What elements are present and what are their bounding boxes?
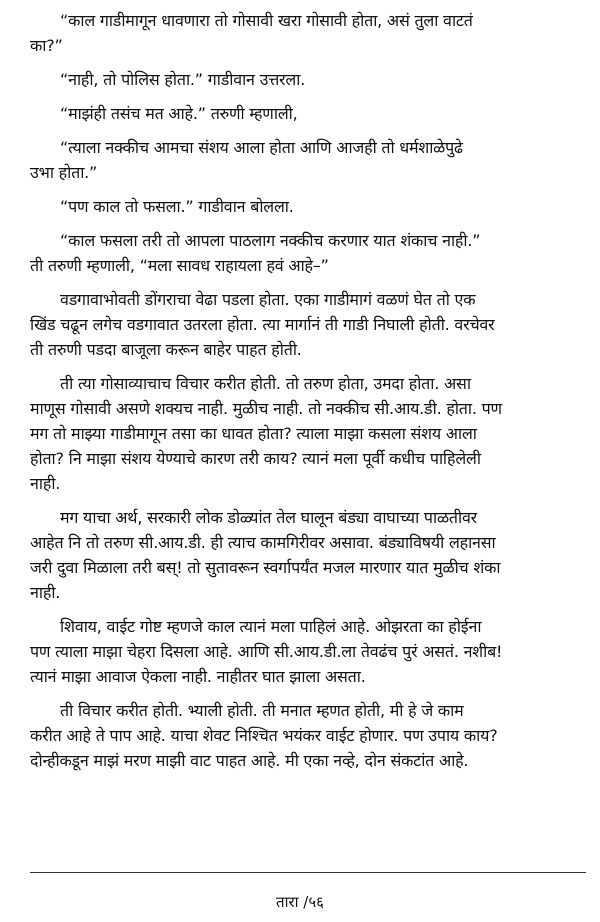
text-line: जरी दुवा मिळाला तरी बस्! तो सुतावरून स्वर्गापर्यंत मजल मारणार यात मुळीच शंका — [30, 558, 501, 577]
text-line: “त्याला नक्कीच आमचा संशय आला होता आणि आजही तो धर्मशाळेपुढे — [60, 138, 463, 157]
text-line: शिवाय, वाईट गोष्ट म्हणजे काल त्यानं मला पाहिलं आहे. ओझरता का होईना — [60, 617, 482, 636]
text-line: मग याचा अर्थ, सरकारी लोक डोळ्यांत तेल घालून बंड्या वाघाच्या पाळतीवर — [60, 508, 478, 527]
text-line: होता? नि माझा संशय येण्याचे कारण तरी काय? त्यानं मला पूर्वी कधीच पाहिलेली — [30, 449, 481, 468]
text-line: दोन्हीकडून माझं मरण माझी वाट पाहत आहे. मी एका नव्हे, दोन संकटांत आहे. — [30, 751, 469, 770]
text-line: वडगावाभोवती डोंगराचा वेढा पडला होता. एका गाडीमागं वळणं घेत तो एक — [60, 290, 476, 309]
text-line: ती त्या गोसाव्याचाच विचार करीत होती. तो तरुण होता, उमदा होता. असा — [60, 374, 471, 393]
text-line: खिंड चढून लगेच वडगावात उतरला होता. त्या मार्गानं ती गाडी निघाली होती. वरचेवर — [30, 315, 495, 334]
footer-divider — [30, 872, 586, 873]
text-line: ती तरुणी म्हणाली, “मला सावध राहायला हवं आहे–” — [30, 256, 329, 275]
text-line: त्यानं माझा आवाज ऐकला नाही. नाहीतर घात झाला असता. — [30, 667, 366, 686]
text-line: “नाही, तो पोलिस होता.” गाडीवान उत्तरला. — [60, 70, 306, 89]
text-line: पण त्याला माझा चेहरा दिसला आहे. आणि सी.आय.डी.ला तेवढंच पुरं असतं. नशीब! — [30, 642, 503, 661]
text-line: “माझंही तसंच मत आहे.” तरुणी म्हणाली, — [60, 104, 298, 123]
text-line: आहेत नि तो तरुण सी.आय.डी. ही त्याच कामगिरीवर असावा. बंड्याविषयी लहानसा — [30, 533, 496, 552]
text-line: मग तो माझ्या गाडीमागून तसा का धावत होता? त्याला माझा कसला संशय आला — [30, 424, 477, 443]
page-number: तारा /५६ — [276, 893, 324, 911]
page-body — [30, 8, 586, 773]
text-line: उभा होता.” — [30, 163, 98, 182]
text-line: करीत आहे ते पाप आहे. याचा शेवट निश्चित भयंकर वाईट होणार. पण उपाय काय? — [30, 726, 498, 745]
text-line: “पण काल तो फसला.” गाडीवान बोलला. — [60, 197, 294, 216]
text-line: ती विचार करीत होती. भ्याली होती. ती मनात म्हणत होती, मी हे जे काम — [60, 701, 464, 720]
text-line: ती तरुणी पडदा बाजूला करून बाहेर पाहत होती. — [30, 340, 302, 359]
text-line: नाही. — [30, 583, 61, 602]
text-line: “काल गाडीमागून धावणारा तो गोसावी खरा गोसावी होता, असं तुला वाटतं — [60, 11, 473, 30]
text-line: “काल फसला तरी तो आपला पाठलाग नक्कीच करणार यात शंकाच नाही.” — [60, 231, 481, 250]
text-line: माणूस गोसावी असणे शक्यच नाही. मुळीच नाही. तो नक्कीच सी.आय.डी. होता. पण — [30, 399, 502, 418]
text-line: नाही. — [30, 474, 61, 493]
text-line: का?” — [30, 36, 63, 55]
